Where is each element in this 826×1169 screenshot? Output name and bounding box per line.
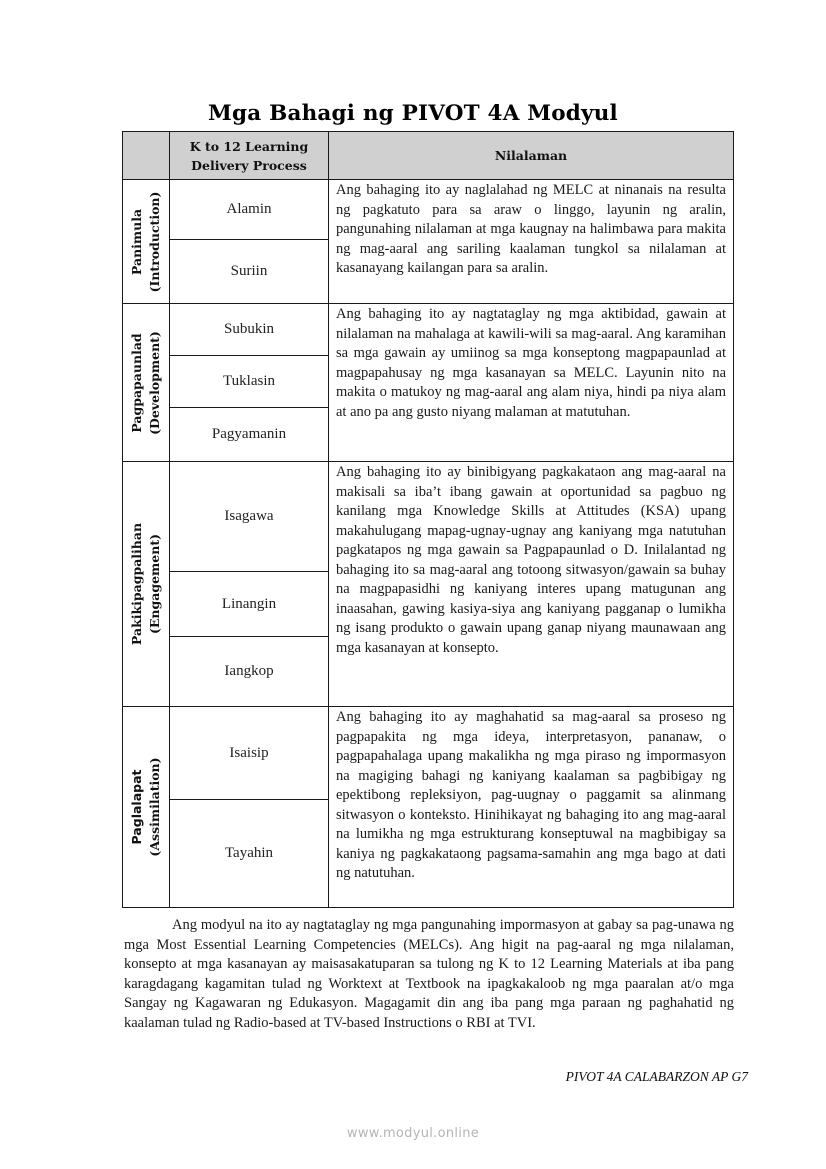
step-tayahin: Tayahin — [170, 800, 329, 908]
table-row — [123, 180, 734, 240]
step-linangin: Linangin — [170, 572, 329, 637]
step-suriin: Suriin — [170, 240, 329, 304]
phase-label: Panimula — [129, 208, 144, 275]
phase-cell-engagement — [123, 462, 170, 707]
step-tuklasin: Tuklasin — [170, 356, 329, 408]
watermark: www.modyul.online — [346, 1126, 480, 1141]
phase-label: Pagpapaunlad — [129, 332, 144, 433]
header-content: Nilalaman — [329, 132, 734, 180]
description-development: Ang bahaging ito ay nagtataglay ng mga aktibidad, gawain at nilalaman na mahalaga at kawili-wili sa mag-aaral. Ang karamihan sa mga gawain ay umiinog sa mga konseptong magpapaunlad at magpapahusay ng mga kasanayan sa MELC. Layunin nito na makita o matukoy ng mag-aaral ang alam niya, hindi pa niya alam at ano pa ang gusto niyang malaman at matutuhan. — [329, 304, 734, 462]
header-process: K to 12 Learning Delivery Process — [170, 132, 329, 180]
phase-label: Paglalapat — [129, 769, 144, 845]
description-introduction: Ang bahaging ito ay naglalahad ng MELC at ninanais na resulta ng pagkatuto para sa araw o linggo, layunin ng aralin, pangunahing nilalaman at mga kaugnay na halimbawa para makita ng mag-aaral ang sariling kaalaman tungkol sa nilalaman at kasanayang kailangan para sa aralin. — [329, 180, 734, 304]
phase-label-en: (Introduction) — [147, 191, 162, 292]
table-row — [123, 707, 734, 800]
step-isaisip: Isaisip — [170, 707, 329, 800]
phase-label-en: (Development) — [147, 330, 162, 435]
phase-label-en: (Assimilation) — [147, 757, 162, 857]
table-row — [123, 462, 734, 572]
step-subukin: Subukin — [170, 304, 329, 356]
table-row — [123, 304, 734, 356]
step-alamin: Alamin — [170, 180, 329, 240]
description-assimilation: Ang bahaging ito ay maghahatid sa mag-aaral sa proseso ng pagpapakita ng mga ideya, interpretasyon, pananaw, o pagpapahalaga upang makalikha ng mga piraso ng impormasyon na magiging bahagi ng kaniyang kaalaman sa pagbibigay ng epektibong repleksiyon, pag-uugnay o paggamit sa alinmang sitwasyon o konteksto. Hinihikayat ng bahaging ito ang mag-aaral na lumikha ng mga estrukturang konseptuwal na magbibigay sa kaniya ng pagkakataong pagsama-samahin ang mga bago at dati ng natutuhan. — [329, 707, 734, 908]
body-paragraph: Ang modyul na ito ay nagtataglay ng mga pangunahing impormasyon at gabay sa pag-unawa ng mga Most Essential Learning Competencies (MELCs). Ang higit na pag-aaral ng mga nilalaman, konsepto at mga kasanayan ay maisasakatuparan sa tulong ng K to 12 Learning Materials at iba pang karagdagang kagamitan tulad ng Worktext at Textbook na ipagkakaloob ng mga paaralan at/o mga Sangay ng Kagawaran ng Edukasyon. Magagamit din ang iba pang mga paraan ng paghahatid ng kaalaman tulad ng Radio-based at TV-based Instructions o RBI at TVI. — [124, 917, 734, 1031]
phase-cell-introduction — [123, 180, 170, 304]
page-title: Mga Bahagi ng PIVOT 4A Modyul — [208, 101, 618, 126]
step-iangkop: Iangkop — [170, 637, 329, 707]
table-header-row — [123, 132, 734, 180]
phase-cell-assimilation — [123, 707, 170, 908]
step-isagawa: Isagawa — [170, 462, 329, 572]
phase-label: Pakikipagpalihan — [129, 522, 144, 646]
page-footer: PIVOT 4A CALABARZON AP G7 — [565, 1069, 748, 1084]
description-engagement: Ang bahaging ito ay binibigyang pagkakataon ang mag-aaral na makisali sa iba’t ibang gawain at oportunidad sa pagbuo ng kanilang mga Knowledge Skills at Attitudes (KSA) upang makahulugang mapag-ugnay-ugnay ang kaniyang mga natutuhan pagkatapos ng mga gawain sa Pagpapaunlad o D. Inilalantad ng bahaging ito sa mag-aaral ang totoong sitwasyon/gawain sa buhay na magpapasidhi ng kaniyang interes upang matugunan ang inaasahan, gawing kasiya-siya ang kaniyang pagganap o lumikha ng isang produkto o gawain upang ganap niyang maunawaan ang mga kasanayan at konsepto. — [329, 462, 734, 707]
step-pagyamanin: Pagyamanin — [170, 408, 329, 462]
module-parts-table — [122, 131, 734, 908]
header-phase — [123, 132, 170, 180]
phase-label-en: (Engagement) — [147, 533, 162, 635]
phase-cell-development — [123, 304, 170, 462]
